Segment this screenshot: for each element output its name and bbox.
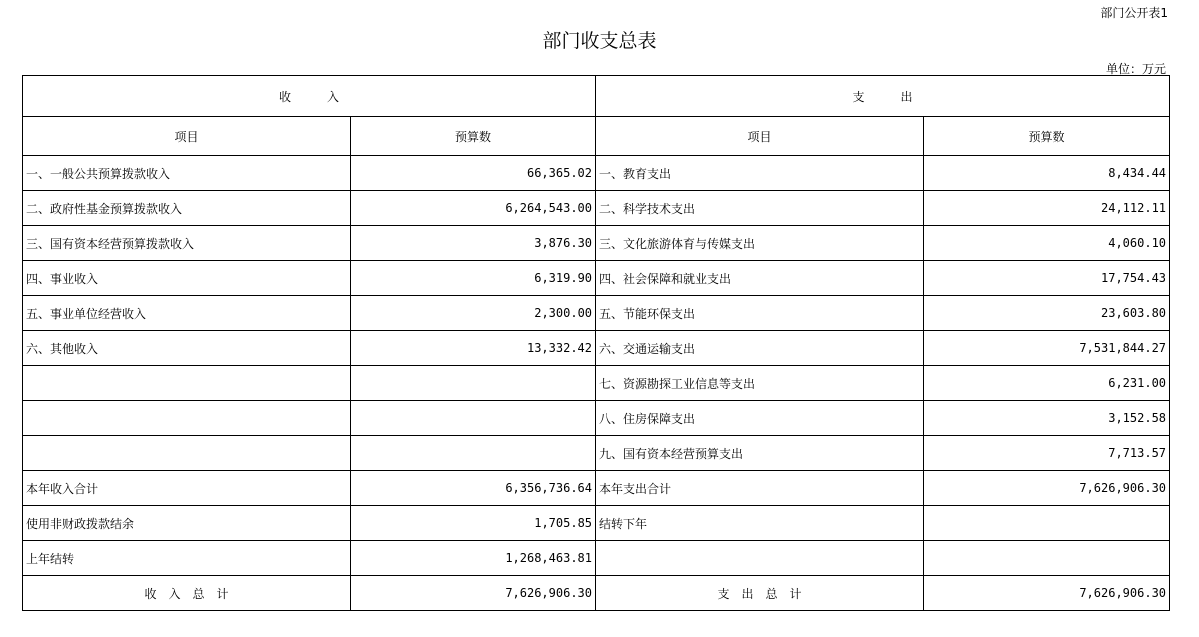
expense-item-cell: 二、科学技术支出 — [596, 191, 924, 226]
income-item-cell — [23, 436, 351, 471]
expense-item-cell: 五、节能环保支出 — [596, 296, 924, 331]
income-amount-cell: 66,365.02 — [351, 156, 596, 191]
income-amount-cell: 2,300.00 — [351, 296, 596, 331]
table-row — [23, 471, 1170, 506]
expense-item-cell: 六、交通运输支出 — [596, 331, 924, 366]
income-item-cell: 四、事业收入 — [23, 261, 351, 296]
expense-item-cell: 三、文化旅游体育与传媒支出 — [596, 226, 924, 261]
table-body — [23, 156, 1170, 576]
income-item-cell: 三、国有资本经营预算拨款收入 — [23, 226, 351, 261]
table-row — [23, 261, 1170, 296]
income-amount-cell: 3,876.30 — [351, 226, 596, 261]
income-item-header: 项目 — [23, 117, 351, 156]
income-total-amount: 7,626,906.30 — [351, 576, 596, 611]
expense-section-header: 支 出 — [596, 76, 1170, 117]
expense-total-label: 支 出 总 计 — [596, 576, 924, 611]
expense-amount-cell: 3,152.58 — [924, 401, 1170, 436]
income-item-cell: 二、政府性基金预算拨款收入 — [23, 191, 351, 226]
page-title: 部门收支总表 — [542, 30, 657, 52]
income-amount-cell — [351, 401, 596, 436]
table-row — [23, 156, 1170, 191]
expense-amount-header: 预算数 — [924, 117, 1170, 156]
table-row — [23, 366, 1170, 401]
income-item-cell — [23, 401, 351, 436]
table-row — [23, 506, 1170, 541]
expense-item-cell: 结转下年 — [596, 506, 924, 541]
expense-item-cell: 四、社会保障和就业支出 — [596, 261, 924, 296]
expense-amount-cell: 6,231.00 — [924, 366, 1170, 401]
income-amount-cell: 1,268,463.81 — [351, 541, 596, 576]
expense-item-cell: 七、资源勘探工业信息等支出 — [596, 366, 924, 401]
table-row — [23, 191, 1170, 226]
expense-amount-cell: 4,060.10 — [924, 226, 1170, 261]
expense-total-amount: 7,626,906.30 — [924, 576, 1170, 611]
section-header-row — [23, 76, 1170, 117]
income-item-cell: 上年结转 — [23, 541, 351, 576]
income-amount-cell: 6,356,736.64 — [351, 471, 596, 506]
income-item-cell: 本年收入合计 — [23, 471, 351, 506]
expense-item-cell: 本年支出合计 — [596, 471, 924, 506]
expense-item-cell: 九、国有资本经营预算支出 — [596, 436, 924, 471]
income-item-cell: 五、事业单位经营收入 — [23, 296, 351, 331]
income-amount-cell: 6,319.90 — [351, 261, 596, 296]
income-amount-cell — [351, 366, 596, 401]
table-row — [23, 226, 1170, 261]
expense-amount-cell: 7,531,844.27 — [924, 331, 1170, 366]
unit-label: 单位：万元 — [1105, 62, 1166, 76]
income-amount-cell: 1,705.85 — [351, 506, 596, 541]
expense-amount-cell: 7,626,906.30 — [924, 471, 1170, 506]
income-section-header: 收 入 — [23, 76, 596, 117]
expense-amount-cell: 7,713.57 — [924, 436, 1170, 471]
income-total-label: 收 入 总 计 — [23, 576, 351, 611]
expense-item-cell — [596, 541, 924, 576]
budget-table — [22, 75, 1170, 611]
income-amount-cell: 6,264,543.00 — [351, 191, 596, 226]
expense-amount-cell: 23,603.80 — [924, 296, 1170, 331]
expense-amount-cell: 24,112.11 — [924, 191, 1170, 226]
income-amount-cell: 13,332.42 — [351, 331, 596, 366]
income-item-cell: 一、一般公共预算拨款收入 — [23, 156, 351, 191]
income-item-cell — [23, 366, 351, 401]
income-item-cell: 使用非财政拨款结余 — [23, 506, 351, 541]
expense-amount-cell — [924, 541, 1170, 576]
form-number: 部门公开表1 — [1100, 6, 1168, 20]
income-item-cell: 六、其他收入 — [23, 331, 351, 366]
income-amount-cell — [351, 436, 596, 471]
table-row — [23, 331, 1170, 366]
expense-item-header: 项目 — [596, 117, 924, 156]
expense-item-cell: 一、教育支出 — [596, 156, 924, 191]
income-amount-header: 预算数 — [351, 117, 596, 156]
column-header-row — [23, 117, 1170, 156]
expense-amount-cell — [924, 506, 1170, 541]
table-row — [23, 296, 1170, 331]
expense-amount-cell: 8,434.44 — [924, 156, 1170, 191]
expense-item-cell: 八、住房保障支出 — [596, 401, 924, 436]
table-row — [23, 541, 1170, 576]
table-row — [23, 436, 1170, 471]
expense-amount-cell: 17,754.43 — [924, 261, 1170, 296]
table-row — [23, 401, 1170, 436]
totals-row — [23, 576, 1170, 611]
